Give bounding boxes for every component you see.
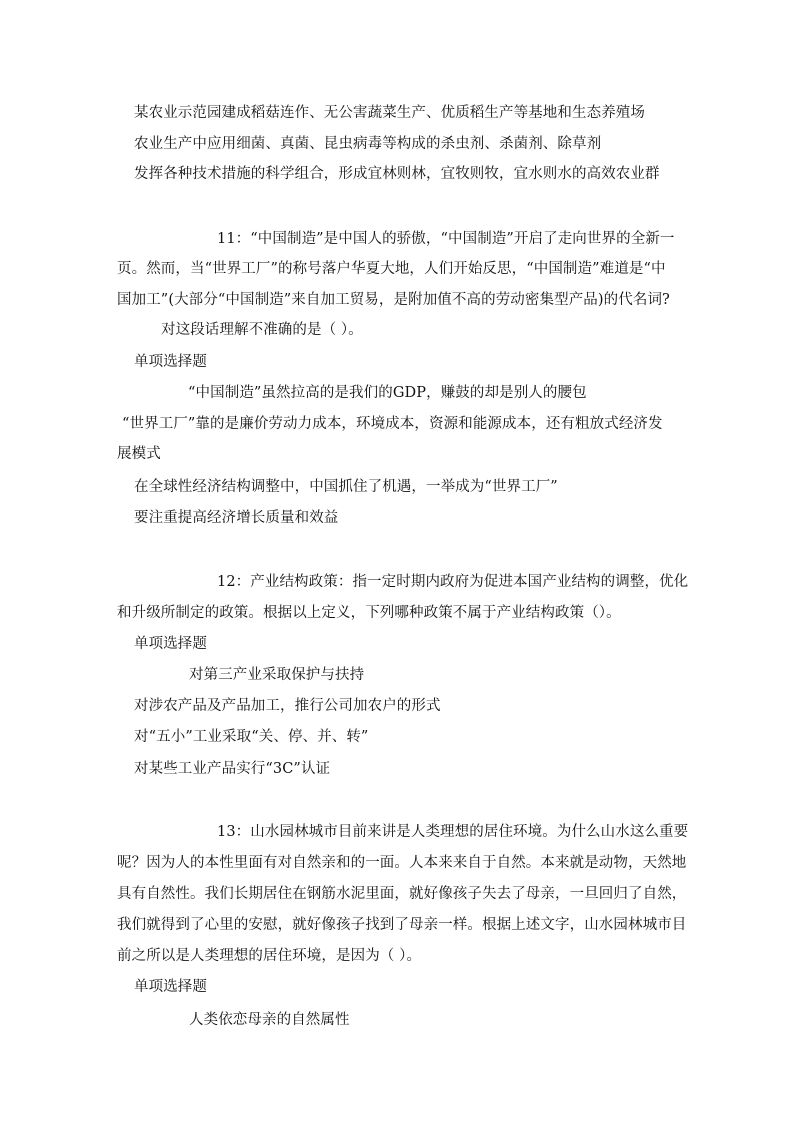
prev-option-1: 某农业示范园建成稻菇连作、无公害蔬菜生产、优质稻生产等基地和生态养殖场 — [134, 105, 645, 121]
q11-option-2: “世界工厂”靠的是廉价劳动力成本，环境成本，资源和能源成本，还有粗放式经济发 — [122, 416, 663, 432]
q13-stem-line-2: 呢？因为人的本性里面有对自然亲和的一面。人本来来自于自然。本来就是动物，天然地 — [117, 855, 687, 871]
q12-stem-line-1: 12：产业结构政策：指一定时期内政府为促进本国产业结构的调整，优化 — [217, 574, 689, 590]
q11-option-4: 要注重提高经济增长质量和效益 — [134, 510, 339, 526]
q12-option-2: 对涉农产品及产品加工，推行公司加农户的形式 — [134, 698, 441, 714]
q11-option-2-cont: 展模式 — [117, 446, 161, 462]
q12-stem-line-2: 和升级所制定的政策。根据以上定义，下列哪种政策不属于产业结构政策（）。 — [117, 605, 621, 621]
q11-stem-line-3: 国加工”(大部分“中国制造”来自加工贸易，是附加值不高的劳动密集型产品)的代名词? — [117, 292, 670, 308]
q12-option-3: 对“五小”工业采取“关、停、并、转” — [134, 729, 369, 745]
q13-stem-line-1: 13：山水园林城市目前来讲是人类理想的居住环境。为什么山水这么重要 — [217, 824, 689, 840]
q11-option-3: 在全球性经济结构调整中，中国抓住了机遇，一举成为“世界工厂” — [134, 479, 558, 495]
q11-stem-line-1: 11：“中国制造”是中国人的骄傲，“中国制造”开启了走向世界的全新一 — [217, 231, 675, 247]
q11-question-type: 单项选择题 — [134, 354, 207, 370]
prev-option-3: 发挥各种技术措施的科学组合，形成宜林则林，宜牧则牧，宜水则水的高效农业群 — [134, 166, 660, 182]
q13-stem-line-5: 前之所以是人类理想的居住环境，是因为（ ）。 — [117, 948, 422, 964]
q13-option-1: 人类依恋母亲的自然属性 — [189, 1012, 350, 1028]
q13-stem-line-4: 我们就得到了心里的安慰，就好像孩子找到了母亲一样。根据上述文字，山水园林城市目 — [117, 917, 687, 933]
q11-stem-line-4: 对这段话理解不准确的是（ ）。 — [161, 322, 363, 338]
q13-question-type: 单项选择题 — [134, 979, 207, 995]
q12-option-1: 对第三产业采取保护与扶持 — [189, 667, 365, 683]
q12-question-type: 单项选择题 — [134, 636, 207, 652]
q12-option-4: 对某些工业产品实行“3C”认证 — [134, 761, 331, 777]
q11-option-1: “中国制造”虽然拉高的是我们的GDP，赚鼓的却是别人的腰包 — [188, 385, 587, 401]
prev-option-2: 农业生产中应用细菌、真菌、昆虫病毒等构成的杀虫剂、杀菌剂、除草剂 — [134, 136, 602, 152]
q11-stem-line-2: 页。然而，当“世界工厂”的称号落户华夏大地，人们开始反思，“中国制造”难道是“中 — [117, 261, 666, 277]
q13-stem-line-3: 具有自然性。我们长期居住在钢筋水泥里面，就好像孩子失去了母亲，一旦回归了自然， — [117, 886, 687, 902]
